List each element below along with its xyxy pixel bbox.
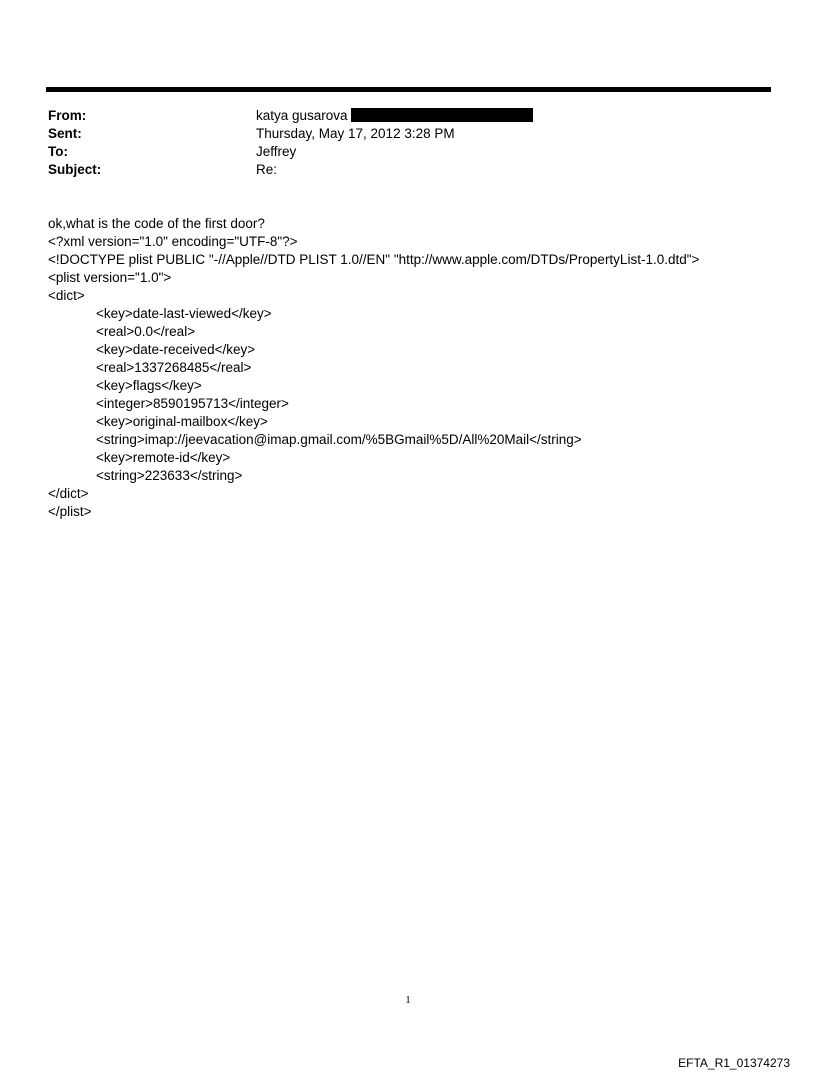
sent-label: Sent: — [48, 126, 82, 141]
body-line: <key>date-received</key> — [96, 342, 256, 357]
body-line: <key>date-last-viewed</key> — [96, 306, 272, 321]
body-line: <?xml version="1.0" encoding="UTF-8"?> — [48, 234, 298, 249]
body-line: </plist> — [48, 504, 92, 519]
sent-value: Thursday, May 17, 2012 3:28 PM — [256, 126, 455, 141]
to-label: To: — [48, 144, 68, 159]
from-name: katya gusarova — [256, 108, 348, 123]
body-line: <key>original-mailbox</key> — [96, 414, 268, 429]
body-line: <string>imap://jeevacation@imap.gmail.com/%5BGmail%5D/All%20Mail</string> — [96, 432, 582, 447]
body-line: <integer>8590195713</integer> — [96, 396, 289, 411]
redaction-box — [351, 108, 533, 122]
from-row — [48, 107, 748, 125]
email-header — [48, 107, 748, 179]
from-label: From: — [48, 108, 87, 123]
header-divider — [46, 87, 771, 92]
subject-row — [48, 161, 748, 179]
from-value — [256, 107, 533, 125]
body-line: <real>0.0</real> — [96, 324, 196, 339]
body-line: ok,what is the code of the first door? — [48, 216, 265, 231]
to-value: Jeffrey — [256, 144, 297, 159]
subject-label: Subject: — [48, 162, 102, 177]
sent-row — [48, 125, 748, 143]
body-line: <key>remote-id</key> — [96, 450, 231, 465]
body-line: </dict> — [48, 486, 89, 501]
body-line: <!DOCTYPE plist PUBLIC "-//Apple//DTD PLIST 1.0//EN" "http://www.apple.com/DTDs/PropertyList-1.0.dtd"> — [48, 252, 700, 267]
page-number: 1 — [405, 994, 411, 1006]
body-line: <plist version="1.0"> — [48, 270, 172, 285]
email-body — [48, 215, 788, 521]
body-line: <string>223633</string> — [96, 468, 243, 483]
to-row — [48, 143, 748, 161]
body-line: <real>1337268485</real> — [96, 360, 252, 375]
body-line: <dict> — [48, 288, 85, 303]
body-line: <key>flags</key> — [96, 378, 202, 393]
subject-value: Re: — [256, 162, 278, 177]
document-id: EFTA_R1_01374273 — [678, 1056, 790, 1070]
